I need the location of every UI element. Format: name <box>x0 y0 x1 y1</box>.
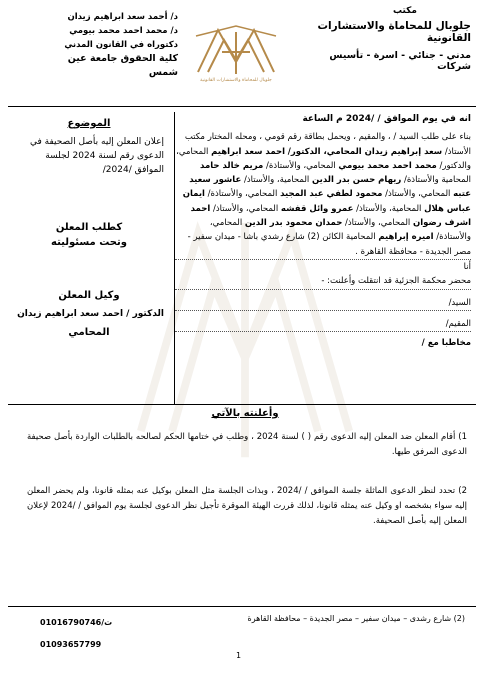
notified-block <box>14 222 164 248</box>
item-1 <box>27 430 467 460</box>
lawyer-name-10: احمد اشرف رضوان <box>190 203 471 229</box>
agent-name: الدكتور / احمد سعد ابراهيم زيدان <box>17 309 164 319</box>
phone-1: ت/01016790746 <box>40 618 113 627</box>
credential: دكتوراه في القانون المدني <box>64 40 178 50</box>
office-label: مكتب <box>392 6 417 16</box>
notified-title: كطلب المعلن <box>55 222 123 233</box>
footer-divider <box>8 606 476 607</box>
ana-line: أنا <box>463 261 471 272</box>
header-divider <box>8 106 476 107</box>
lawyer-name-12: اميره إبراهيم <box>378 232 434 243</box>
agent-title: وكيل المعلن <box>58 290 120 301</box>
faculty: كلية الحقوق جامعة عين شمس <box>67 53 178 78</box>
item-2-text: تحدد لنظر الدعوى الماثلة جلسة الموافق / /2024 ، وبذات الجلسة مثل المعلن بوكيل عنه بمثله قانونا، ولم يحضر المعلن إليه سواء بشخصه او وكيل عنه يمثله قانونا، لذلك قررت الهيئة الموقرة تأجيل نظر الدعوى لجلسة يوم الموافق / /2024 لإعلان المعلن إليه بأصل الصحيفة. <box>27 486 467 526</box>
date-line: انه في يوم الموافق / /2024 م الساعة <box>302 114 471 124</box>
lawyer-2: د/ محمد احمد محمد بيومي <box>69 26 178 36</box>
role-text-6: المحامية، والأستاذ/ <box>243 175 310 186</box>
office-address-text: المحامية الكائن (2) شارع رشدي باشا - ميدان سفير - مصر الجديدة - محافظة القاهرة . <box>187 232 471 257</box>
subject-title: الموضوع <box>67 118 111 129</box>
body-divider <box>8 404 476 405</box>
logo-caption: جلوبال للمحاماة والاستشارات القانونية <box>200 78 272 83</box>
notice-body <box>175 112 471 350</box>
section-title: وأعلنته بالآتي <box>211 408 279 419</box>
lawyer-name-7: محمود لطفي عبد المجيد <box>280 189 383 200</box>
role-text-7: المحامي، والأستاذ/ <box>385 189 451 200</box>
residence-line: المقيم/ <box>175 317 471 332</box>
notified-sub: وتحت مسئوليته <box>51 237 127 248</box>
lawyers-header <box>40 10 178 80</box>
office-logo <box>188 22 284 82</box>
lawyer-name-3: محمد احمد محمد بيومي <box>338 160 437 171</box>
role-text-8: المحامي، والأستاذة/ <box>207 189 278 200</box>
footer-address: (2) شارع رشدى – ميدان سفير – مصر الجديدة – محافظة القاهرة <box>247 614 465 623</box>
office-services: مدني - جنائي - اسرة - تأسيس شركات <box>329 50 471 72</box>
lawyer-name-11: حمدان محمود بدر الدين <box>244 218 343 229</box>
page-number: 1 <box>236 651 242 660</box>
lawyer-name-5: ريهام حسن بدر الدين <box>312 175 402 186</box>
office-header <box>301 6 471 72</box>
item-2-number: 2) <box>458 486 468 496</box>
role-text-10: المحامي، والأستاذ/ <box>212 203 279 214</box>
lawyer-name-6: عاشور سعيد عتبه <box>189 175 471 200</box>
footer-phones <box>40 612 112 656</box>
office-name: جلوبال للمحاماة والاستشارات القانونية <box>317 20 471 44</box>
role-text-3: المحامي، والدكتور/ <box>176 146 471 171</box>
chosen-office-text: ومحله المختار مكتب الأستاذ/ <box>184 132 471 157</box>
lawyer-name-8: ايمان عباس هلال <box>182 189 471 214</box>
lawyer-name-1: سعد إبراهيم زيدان المحامي، الدكتور/ <box>287 146 443 157</box>
lawyer-name-4: مريم خالد حامد <box>200 160 264 171</box>
requester-text: بناء على طلب السيد / ، والمقيم ، ويحمل بطاقة رقم قومي ، <box>259 132 471 143</box>
role-text-5: المحامية والأستاذة/ <box>403 175 471 186</box>
role-text-11: المحامي، والأستاذ/ <box>345 218 411 229</box>
item-1-text: أقام المعلن ضد المعلن إليه الدعوى رقم ( ) لسنة 2024 ، وطلب في ختامها الحكم لصالحه بالطلبات الواردة بأصل صحيفة الدعوى المرفق طيها. <box>27 432 467 457</box>
item-2 <box>27 484 467 529</box>
court-line: محضر محكمة الجزئية قد انتقلت وأعلنت: - <box>175 274 471 289</box>
subject-block <box>14 118 164 177</box>
lawyer-name-2: احمد سعد ابراهيم <box>211 146 286 157</box>
agent-block <box>14 290 164 338</box>
lawyer-1: د/ أحمد سعد ابراهيم زيدان <box>67 12 178 22</box>
role-text-9: المحامية، والأستاذ/ <box>356 203 422 214</box>
agent-role: المحامي <box>68 327 110 338</box>
lawyer-name-9: عمرو وائل قفشه <box>280 203 354 214</box>
subject-text: إعلان المعلن إليه بأصل الصحيفة في الدعوى رقم لسنة 2024 لجلسة الموافق /2024/ <box>29 137 164 175</box>
served-with-line: مخاطبا مع / <box>421 338 471 349</box>
role-text-4: المحامي، والأستاذة/ <box>266 160 336 171</box>
requester-line <box>175 130 471 260</box>
role-text-12: المحامي، والأستاذة/ <box>209 218 471 243</box>
recipient-line: السيد/ <box>175 296 471 311</box>
phone-2: 01093657799 <box>40 640 102 649</box>
item-1-number: 1) <box>458 432 467 442</box>
